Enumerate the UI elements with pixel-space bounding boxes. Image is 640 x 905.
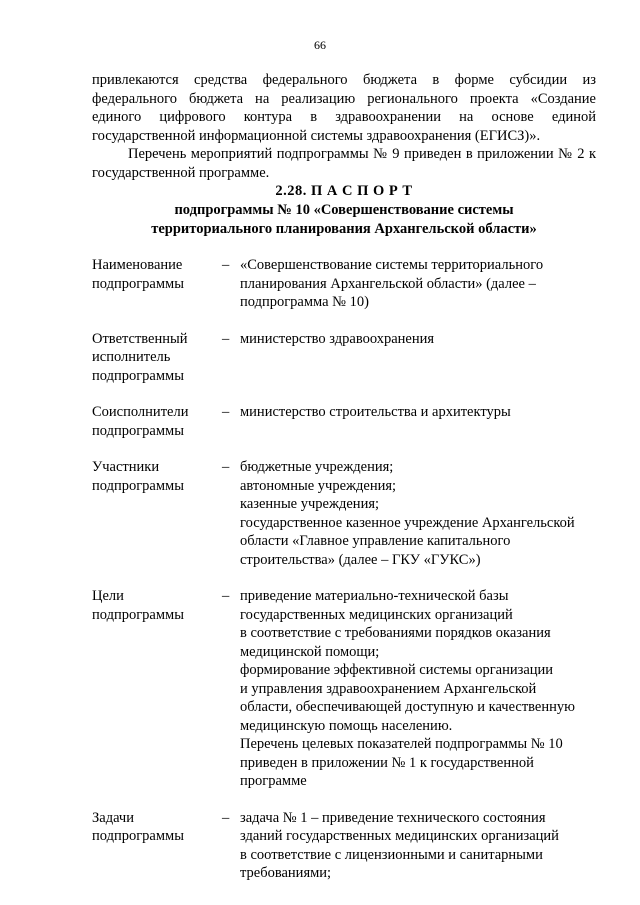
passport-row [92,403,602,440]
dash-separator: – [222,809,230,826]
passport-row-label [92,458,222,569]
value-line: приведен в приложении № 1 к государственной [240,754,534,771]
intro-text [92,71,596,183]
value-line: государственных медицинских организаций [240,606,513,623]
intro-paragraph-2: Перечень мероприятий подпрограммы № 9 приведен в приложении № 2 к государственной программе. [92,146,596,181]
value-line: медицинской помощи; [240,643,380,660]
value-line: программе [240,773,307,789]
passport-heading [92,182,596,239]
value-line: государственное казенное учреждение Архангельской [240,514,575,531]
value-line: министерство здравоохранения [240,330,435,347]
passport-row-value [240,256,602,312]
passport-row-label [92,330,222,386]
subprogram-title-line-1: подпрограммы № 10 «Совершенствование системы [174,202,514,218]
value-line: в соответствие с лицензионными и санитарными [240,846,543,863]
label-line: подпрограммы [92,367,184,384]
dash-separator: – [222,257,230,273]
passport-row-value [240,403,602,440]
value-line: бюджетные учреждения; [240,459,394,475]
value-line: и управления здравоохранением Архангельской [240,680,537,697]
dash-separator: – [222,404,230,420]
label-line: Соисполнители [92,404,189,420]
value-line: задача № 1 – приведение технического состояния [240,809,546,826]
intro-paragraph-1: привлекаются средства федерального бюджета в форме субсидии из федерального бюджета на реализацию регионального проекта «Создание единого цифрового контура в здравоохранении на основе единой государственной информационной системы здравоохранения (ЕГИСЗ)». [92,72,596,144]
passport-row [92,587,602,791]
label-line: подпрограммы [92,422,184,439]
label-line: подпрограммы [92,606,184,623]
label-line: подпрограммы [92,828,184,844]
value-line: строительства» (далее – ГКУ «ГУКС») [240,551,481,568]
label-line: Ответственный [92,330,188,347]
value-line: формирование эффективной системы организации [240,662,554,678]
value-line: приведение материально-технической базы [240,588,509,604]
section-title: 2.28. П А С П О Р Т [275,183,413,199]
value-line: Перечень целевых показателей подпрограммы № 10 [240,736,563,752]
value-line: «Совершенствование системы территориального [240,257,544,273]
dash-separator: – [222,330,230,347]
label-line: подпрограммы [92,275,184,292]
passport-row-value [240,809,602,883]
passport-row [92,809,602,883]
dash-separator: – [222,459,230,475]
page-number: 66 [314,38,326,52]
passport-row-value [240,587,602,791]
passport-row-label [92,809,222,883]
value-line: подпрограмма № 10) [240,294,369,310]
label-line: Цели [92,588,124,604]
passport-row-value [240,330,602,386]
value-line: области, обеспечивающей доступную и качественную [240,699,575,715]
label-line: Участники [92,459,160,475]
value-line: зданий государственных медицинских организаций [240,828,559,844]
passport-row-label [92,587,222,791]
label-line: исполнитель [92,349,171,365]
value-line: министерство строительства и архитектуры [240,404,511,420]
value-line: медицинскую помощь населению. [240,717,453,734]
passport-row [92,330,602,386]
label-line: Задачи [92,809,134,826]
dash-separator: – [222,588,230,604]
subprogram-title-line-2: территориального планирования Архангельской области» [151,221,537,237]
value-line: в соответствие с требованиями порядков оказания [240,625,551,641]
label-line: подпрограммы [92,477,184,494]
value-line: автономные учреждения; [240,477,397,494]
passport-row [92,256,602,312]
passport-table [92,256,602,901]
value-line: требованиями; [240,865,332,881]
value-line: планирования Архангельской области» (далее – [240,275,536,292]
value-line: области «Главное управление капитального [240,533,511,549]
label-line: Наименование [92,257,183,273]
passport-row-label [92,256,222,312]
value-line: казенные учреждения; [240,496,380,512]
passport-row-value [240,458,602,569]
passport-row [92,458,602,569]
passport-row-label [92,403,222,440]
